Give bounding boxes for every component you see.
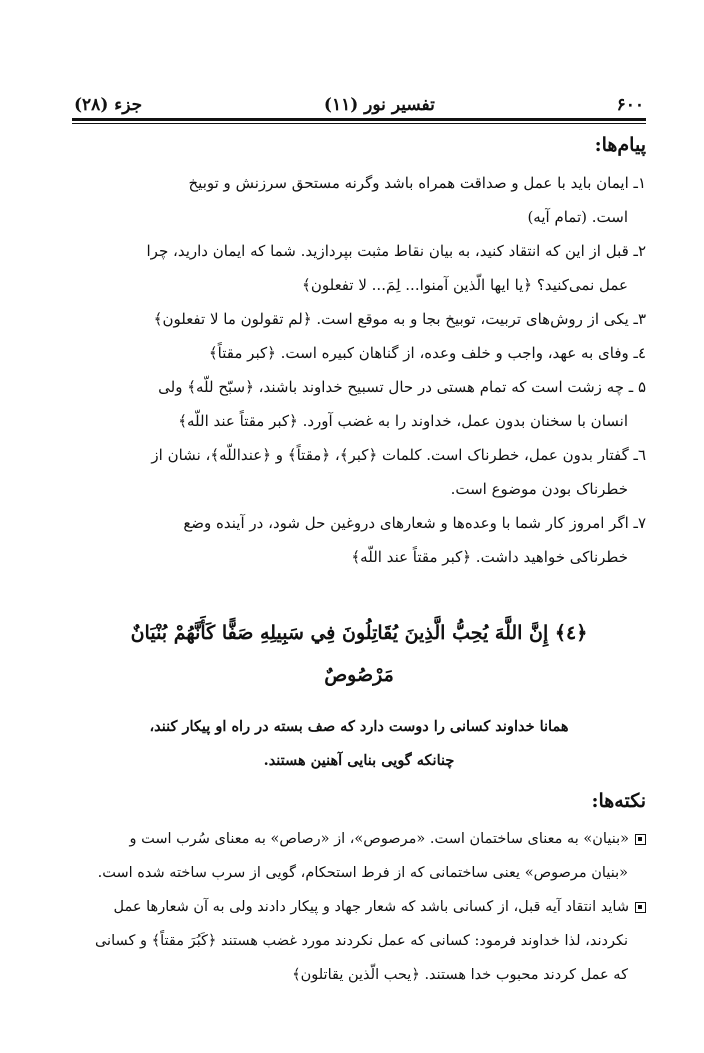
translation-line-1: همانا خداوند کسانی را دوست دارد که صف بسته در راه او پیکار کنند،: [149, 718, 569, 735]
note-line: [72, 890, 646, 924]
message-line: ۵ ـ چه زشت است که تمام هستی در حال تسبیح خداوند باشند، ﴿سبّح للّه﴾ ولی: [158, 378, 646, 396]
message-line: خطرناک بودن موضوع است.: [450, 480, 628, 498]
verse-line-1: ﴿٤﴾ إِنَّ اللَّهَ يُحِبُّ الَّذِينَ يُقَاتِلُونَ فِي سَبِيلِهِ صَفًّا كَأَنَّهُمْ بُنْيَانٌ: [130, 622, 588, 644]
note-text: شاید انتقاد آیه قبل، از کسانی باشد که شعار جهاد و پیکار دادند ولی به آن شعارها عمل: [113, 899, 629, 915]
verse-line-2: مَرْصُوصٌ: [324, 664, 394, 686]
book-title: تفسیر نور (۱۱): [323, 95, 435, 115]
header-rule-thin: [72, 123, 646, 124]
header-rule: [72, 118, 646, 121]
page-number: ۶۰۰: [616, 95, 644, 115]
message-line: ٤ـ وفای به عهد، واجب و خلف وعده، از گناهان کبیره است. ﴿کبر مقتاً﴾: [208, 344, 646, 362]
translation-line-2: چنانکه گویی بنایی آهنین هستند.: [263, 752, 455, 769]
note-line: [72, 822, 646, 856]
square-bullet-icon: [635, 902, 646, 913]
message-line: ٦ـ گفتار بدون عمل، خطرناک است. کلمات ﴿کبر﴾، ﴿مقتاً﴾ و ﴿عنداللّه﴾، نشان از: [151, 446, 646, 464]
message-line: عمل نمی‌کنید؟ ﴿یا ایها الّذین آمنوا... لِمَ... لا تفعلون﴾: [302, 276, 628, 294]
notes-title: نکته‌ها:: [591, 790, 646, 812]
page-header: [74, 92, 644, 118]
message-line: ۳ـ یکی از روش‌های تربیت، توبیخ بجا و به موقع است. ﴿لم تقولون ما لا تفعلون﴾: [153, 310, 646, 328]
note-line: نکردند، لذا خداوند فرمود: کسانی که عمل نکردند مورد غضب هستند ﴿کَبُرَ مقتاً﴾ و کسانی: [94, 933, 628, 949]
part-number: جزء (۲۸): [74, 95, 143, 115]
message-line: ۱ـ ایمان باید با عمل و صداقت همراه باشد وگرنه مستحق سرزنش و توبیخ: [188, 174, 646, 192]
note-line: «بنیان مرصوص» یعنی ساختمانی که از فرط استحکام، گویی از سرب ساخته شده است.: [97, 865, 628, 881]
square-bullet-icon: [635, 834, 646, 845]
note-text: «بنیان» به معنای ساختمان است. «مرصوص»، از «رصاص» به معنای سُرب است و: [129, 831, 629, 847]
note-line: که عمل کردند محبوب خدا هستند. ﴿یحب الّذین یقاتلون﴾: [292, 967, 628, 983]
message-line: است. (تمام آیه): [527, 208, 628, 226]
verse-translation: [72, 710, 646, 778]
messages-list: [72, 166, 646, 574]
message-line: ۷ـ اگر امروز کار شما با وعده‌ها و شعارهای دروغین حل شود، در آینده وضع: [183, 514, 646, 532]
message-line: ۲ـ قبل از این که انتقاد کنید، به بیان نقاط مثبت بپردازید. شما که ایمان دارید، چرا: [146, 242, 646, 260]
message-line: خطرناکی خواهید داشت. ﴿کبر مقتاً عند اللّه﴾: [351, 548, 628, 566]
quran-verse: [72, 612, 646, 696]
message-line: انسان با سخنان بدون عمل، خداوند را به غضب آورد. ﴿کبر مقتاً عند اللّه﴾: [178, 412, 628, 430]
messages-title: پیام‌ها:: [594, 134, 646, 156]
notes-list: [72, 822, 646, 992]
